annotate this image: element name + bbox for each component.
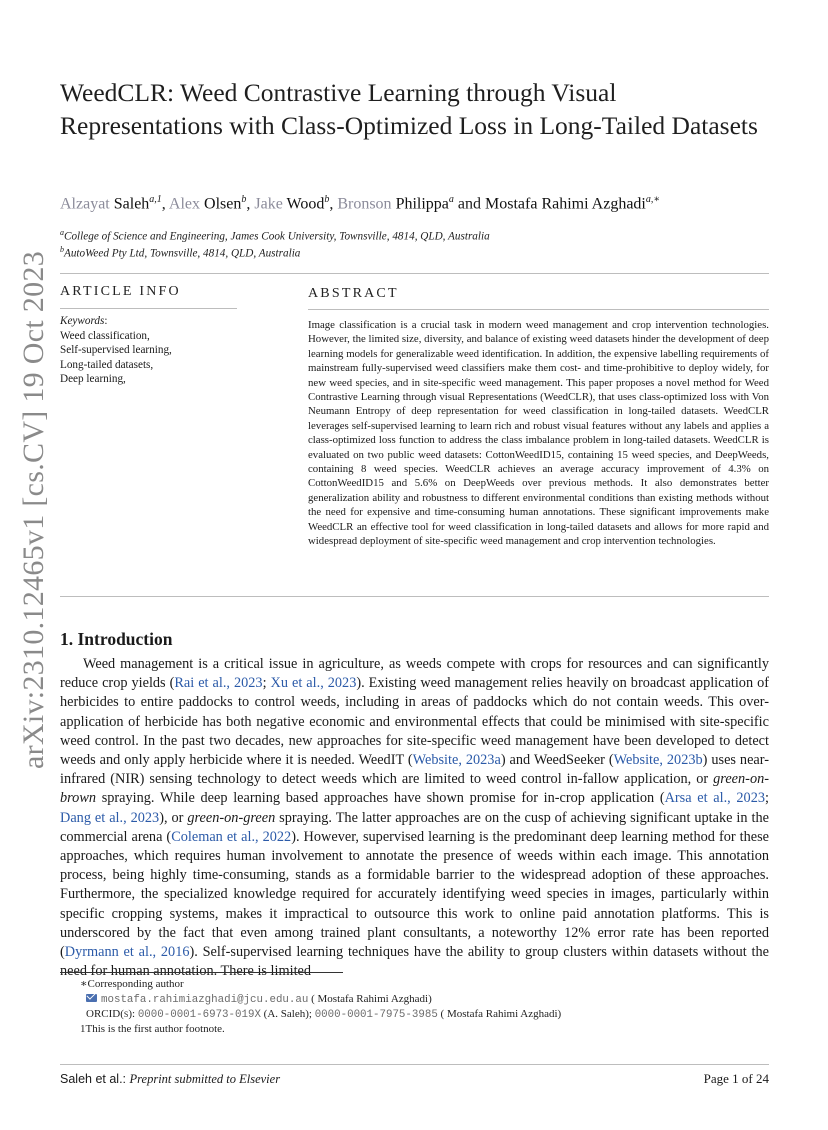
author-affiliation-mark: a,1 — [149, 194, 162, 205]
citation-link[interactable]: Dang et al., 2023 — [60, 809, 160, 826]
orcid-label: ORCID(s): — [86, 1008, 138, 1020]
citation-link[interactable]: Xu et al., 2023 — [270, 675, 357, 692]
footnote-first-author: 1This is the first author footnote. — [80, 1023, 225, 1035]
affiliation-a — [60, 228, 490, 243]
affiliation-b-key: b — [60, 245, 64, 254]
italic-term: green-on-brown — [60, 771, 769, 807]
keyword-item: Weed classification, — [60, 329, 150, 342]
author-separator: , — [329, 195, 338, 213]
author-first-name: Alex — [168, 195, 205, 213]
author-first-name: Jake — [254, 195, 287, 213]
paper-title: WeedCLR: Weed Contrastive Learning through Visual Representations with Class-Optimized Loss in Long-Tailed Datasets — [60, 78, 758, 140]
text-run: ; — [765, 790, 769, 807]
author-first-name: Alzayat — [60, 195, 114, 213]
keywords-block: Keywords: Weed classification, Self-supervised learning, Long-tailed datasets, Deep learning, — [60, 314, 250, 387]
citation-link[interactable]: Website, 2023a — [412, 752, 501, 769]
envelope-icon — [86, 994, 97, 1002]
text-run: ). Existing weed management relies heavily on broadcast application of herbicides to entire paddocks to control weeds, including in areas of paddocks which do not contain weeds. This over-application of herbicide has both negative economic and environmental effects that could be minimised with site-specific weed control. In the past two decades, new approaches for site-specific weed management have been developed to detect weeds and only apply herbicide where it is needed. WeedIT ( — [60, 675, 769, 769]
text-run: ). Self-supervised learning techniques have the ability to group clusters within datasets without the need for human annotation. There is limited — [60, 944, 769, 980]
text-run: spraying. While deep learning based approaches have shown promise for in-crop application ( — [96, 790, 665, 807]
footer-authors: Saleh et al.: — [60, 1072, 130, 1086]
arxiv-side-stamp — [2, 245, 66, 775]
orcid-owner: ( Mostafa Rahimi Azghadi) — [437, 1008, 562, 1020]
introduction-paragraph — [60, 655, 769, 981]
email-owner: ( Mostafa Rahimi Azghadi) — [308, 993, 432, 1005]
author-last-name: Philippa — [395, 195, 449, 213]
keyword-item: Long-tailed datasets, — [60, 358, 154, 371]
footnote-orcid — [86, 1008, 561, 1021]
article-info-heading: ARTICLE INFO — [60, 284, 181, 299]
footer-divider — [60, 1064, 769, 1065]
page-number: Page 1 of 24 — [703, 1071, 769, 1086]
orcid-link[interactable]: 0000-0001-7975-3985 — [314, 1009, 438, 1021]
footnote-corresponding: ∗Corresponding author — [80, 978, 184, 990]
citation-link[interactable]: Arsa et al., 2023 — [664, 790, 765, 807]
abstract-heading: ABSTRACT — [308, 286, 399, 301]
footer-left — [60, 1072, 280, 1087]
orcid-link[interactable]: 0000-0001-6973-019X — [137, 1009, 261, 1021]
citation-link[interactable]: Website, 2023b — [613, 752, 703, 769]
author-separator: and — [453, 195, 486, 213]
affiliation-b — [60, 245, 300, 260]
text-run: spraying. The latter approaches are on the cusp of achieving significant uptake in the commercial arena ( — [60, 809, 769, 845]
text-run: ; — [262, 675, 271, 692]
author-last-name: Olsen — [204, 195, 242, 213]
abstract-rule — [308, 309, 769, 310]
affiliation-a-text: College of Science and Engineering, James Cook University, Townsville, 4814, QLD, Australia — [64, 230, 490, 243]
keywords-label: Keywords — [60, 315, 105, 327]
affiliation-a-key: a — [60, 228, 64, 237]
text-run: ). However, supervised learning is the predominant deep learning method for these approaches, which requires human involvement to annotate the presence of weeds within each image. This annotation process, being highly time-consuming, stands as a formidable barrier to the widespread adoption of these approaches. Furthermore, the specialized knowledge required for accurately identifying weed species in images, particularly within specific cropping systems, makes it impractical to outsource this work to online paid annotation platforms. This is underscored by the fact that even among trained plant consultants, a noteworthy 12% error rate has been reported ( — [60, 828, 770, 961]
text-run: ) and WeedSeeker ( — [500, 752, 614, 769]
author-affiliation-mark: b — [241, 194, 247, 205]
abstract-text: Image classification is a crucial task in modern weed management and crop intervention technologies. However, the limited size, diversity, and balance of existing weed datasets hinder the development of deep learning models for generalizable weed identification. In addition, the expensive labelling requirements of mainstream fully-supervised weed classifiers make them cost- and time-prohibitive to deploy widely, for new weed species, and in site-specific weed management. This paper proposes a novel method for Weed Contrastive Learning through visual Representations (WeedCLR), that uses class-optimized loss with Von Neumann Entropy of deep representation for weed classification in long-tailed datasets. WeedCLR leverages self-supervised learning to learn rich and robust visual features without any labels and applies a class-optimized loss function to address the class imbalance problem in long-tailed datasets. WeedCLR is evaluated on two public weed datasets: CottonWeedID15, containing 15 weed species, and DeepWeeds, containing 8 weed species. WeedCLR achieves an average accuracy improvement of 4.3% on CottonWeedID15 and 5.6% on DeepWeeds over previous methods. It also demonstrates better generalization ability and robustness to different environmental conditions than existing methods without the need for expensive and time-consuming human annotations. These significant improvements make WeedCLR an effective tool for weed classification in long-tailed datasets and allows for more rapid and widespread deployment of site-specific weed management and crop intervention technologies. — [308, 319, 769, 548]
author-separator: , — [161, 195, 169, 213]
author-affiliation-mark: b — [324, 194, 330, 205]
author-separator: , — [246, 195, 255, 213]
author-first-name: Bronson — [337, 195, 396, 213]
text-run: ), or — [159, 809, 188, 826]
author-affiliation-mark: a — [448, 194, 454, 205]
text-run: ) uses near-infrared (NIR) sensing technology to detect weeds which are limited to weed control in-fallow application, or — [60, 752, 770, 788]
author-list — [60, 189, 780, 215]
keyword-item: Deep learning, — [60, 373, 126, 386]
keyword-item: Self-supervised learning, — [60, 344, 172, 357]
abstract-bottom-divider — [60, 596, 769, 597]
email-link[interactable]: mostafa.rahimiazghadi@jcu.edu.au — [101, 994, 309, 1006]
section-heading-introduction: 1. Introduction — [60, 629, 173, 649]
footer-preprint: Preprint submitted to Elsevier — [129, 1072, 281, 1086]
author-last-name: Saleh — [113, 195, 150, 213]
citation-link[interactable]: Coleman et al., 2022 — [171, 828, 292, 845]
orcid-owner: (A. Saleh); — [260, 1008, 315, 1020]
footnote-rule — [60, 972, 343, 973]
arxiv-identifier: arXiv:2310.12465v1 [cs.CV] 19 Oct 2023 — [17, 250, 50, 770]
article-info-rule — [60, 308, 237, 309]
citation-link[interactable]: Rai et al., 2023 — [174, 675, 263, 692]
header-divider — [60, 273, 769, 274]
author-last-name: Mostafa Rahimi Azghadi — [485, 195, 646, 213]
author-affiliation-mark: a,∗ — [645, 194, 661, 205]
citation-link[interactable]: Dyrmann et al., 2016 — [64, 944, 190, 961]
affiliation-b-text: AutoWeed Pty Ltd, Townsville, 4814, QLD, Australia — [64, 247, 301, 260]
italic-term: green-on-green — [187, 809, 276, 826]
author-last-name: Wood — [286, 195, 325, 213]
footnote-email — [86, 993, 432, 1006]
text-run: Weed management is a critical issue in agriculture, as weeds compete with crops for resources and can significantly reduce crop yields ( — [60, 656, 769, 692]
